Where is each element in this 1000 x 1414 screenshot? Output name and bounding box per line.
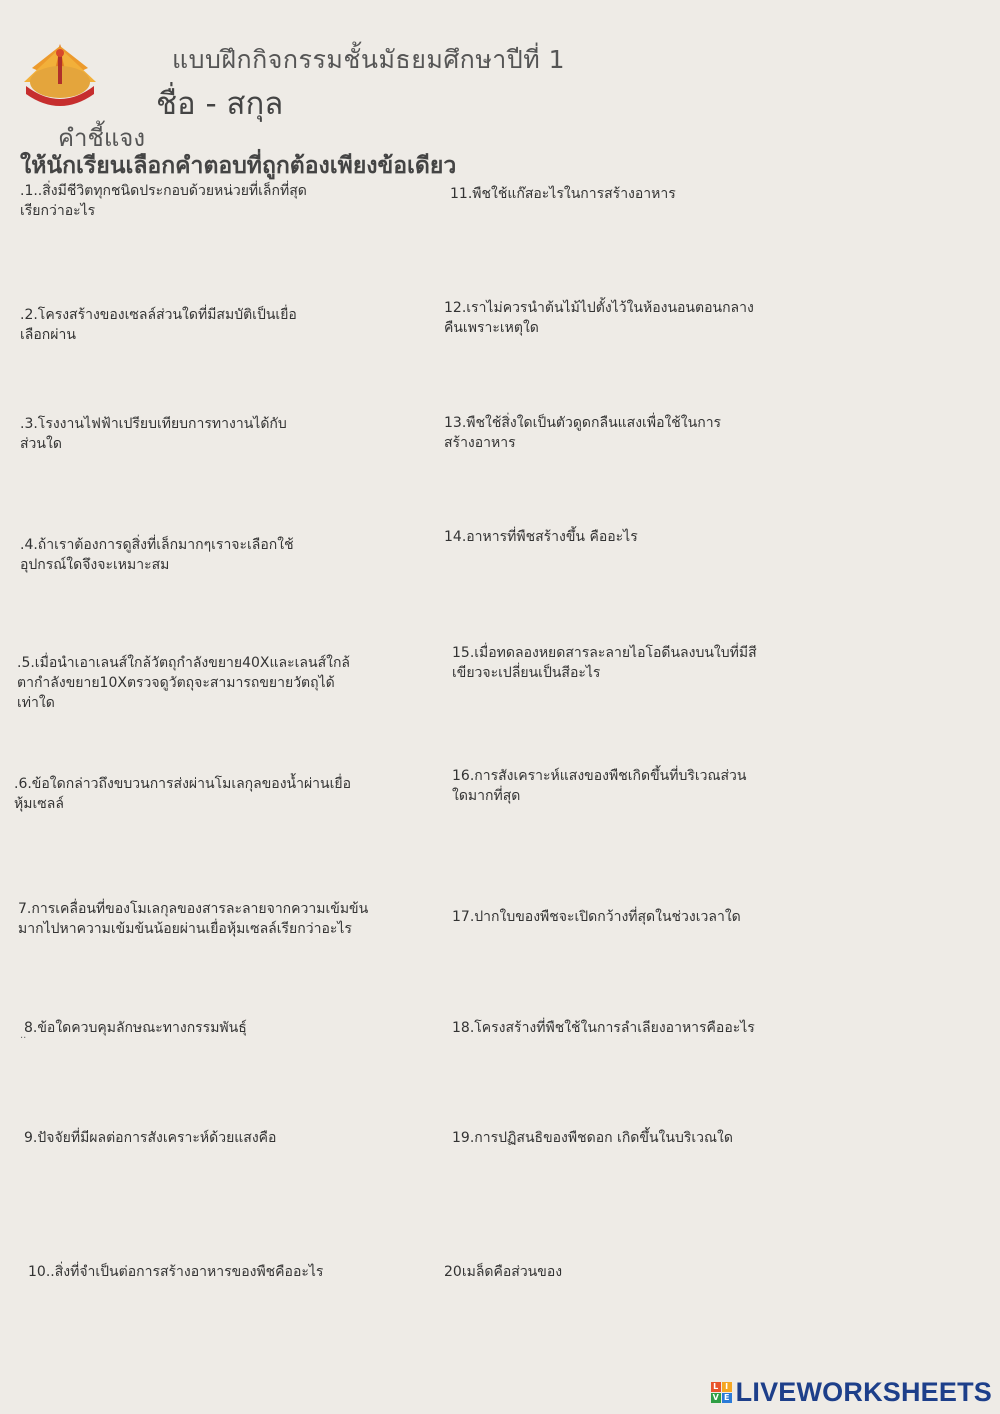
question-14: 14.อาหารที่พืชสร้างขึ้น คืออะไร [444,529,638,545]
worksheet-title: แบบฝึกกิจกรรมชั้นมัธยมศึกษาปีที่ 1 [172,45,566,74]
question-19: 19.การปฏิสนธิของพืชดอก เกิดขึ้นในบริเวณใด [452,1130,733,1146]
question-5: .5.เมื่อนำเอาเลนส์ใกล้วัตถุกำลังขยาย40Xและเลนส์ใกล้ ตากำลังขยาย10Xตรวจดูวัตถุจะสามารถขยายวัตถุได้ เท่าใด [17,655,351,711]
question-9: 9.ปัจจัยที่มีผลต่อการสังเคราะห์ด้วยแสงคือ [24,1130,277,1146]
question-7: 7.การเคลื่อนที่ของโมเลกุลของสารละลายจากความเข้มข้น มากไปหาความเข้มข้นน้อยผ่านเยื่อหุ้มเซลล์เรียกว่าอะไร [18,901,369,937]
question-8: 8.ข้อใดควบคุมลักษณะทางกรรมพันธุ์ [24,1020,247,1036]
liveworksheets-wordmark: LIVEWORKSHEETS [735,1376,992,1407]
question-4: .4.ถ้าเราต้องการดูสิ่งที่เล็กมากๆเราจะเลือกใช้ อุปกรณ์ใดจึงจะเหมาะสม [20,537,294,573]
brand-letter-e: E [722,1393,732,1403]
instructions-label: คำชี้แจง [58,124,146,152]
brand-letter-v: V [712,1392,719,1402]
question-17: 17.ปากใบของพืชจะเปิดกว้างที่สุดในช่วงเวลาใด [452,909,741,925]
question-13: 13.พืชใช้สิ่งใดเป็นตัวดูดกลืนแสงเพื่อใช้ในการ สร้างอาหาร [444,415,722,451]
question-20: 20เมล็ดคือส่วนของ [444,1264,563,1280]
instructions-text: ให้นักเรียนเลือกคำตอบที่ถูกต้องเพียงข้อเดียว [20,153,457,179]
question-12: 12.เราไม่ควรนำต้นไม้ไปตั้งไว้ในห้องนอนตอนกลาง คืนเพราะเหตุใด [444,300,754,336]
question-18: 18.โครงสร้างที่พืชใช้ในการลำเลียงอาหารคืออะไร [452,1020,755,1036]
liveworksheets-brand [711,1378,992,1406]
emblem-torch-icon [58,54,62,84]
stray-mark: .. [20,1030,27,1041]
question-1: .1..สิ่งมีชีวิตทุกชนิดประกอบด้วยหน่วยที่เล็กที่สุด เรียกว่าอะไร [20,183,307,219]
question-3: .3.โรงงานไฟฟ้าเปรียบเทียบการทางานได้กับ ส่วนใด [20,416,287,452]
liveworksheets-logo-icon [711,1382,732,1403]
question-15: 15.เมื่อทดลองหยดสารละลายไอโอดีนลงบนใบที่มีสี เขียวจะเปลี่ยนเป็นสีอะไร [452,645,757,681]
brand-letter-l: L [711,1382,721,1392]
question-11: 11.พืชใช้แก๊สอะไรในการสร้างอาหาร [450,186,676,202]
question-2: .2.โครงสร้างของเซลล์ส่วนใดที่มีสมบัติเป็นเยื่อ เลือกผ่าน [20,307,297,343]
student-name-line: ชื่อ - สกุล [156,86,284,122]
school-emblem-logo [18,38,102,110]
question-16: 16.การสังเคราะห์แสงของพืชเกิดขึ้นที่บริเวณส่วน ใดมากที่สุด [452,768,747,804]
brand-letter-i: I [722,1382,732,1392]
question-6: .6.ข้อใดกล่าวถึงขบวนการส่งผ่านโมเลกุลของน้ำผ่านเยื่อ หุ้มเซลล์ [14,776,352,812]
question-10: 10..สิ่งที่จำเป็นต่อการสร้างอาหารของพืชคืออะไร [28,1264,324,1280]
